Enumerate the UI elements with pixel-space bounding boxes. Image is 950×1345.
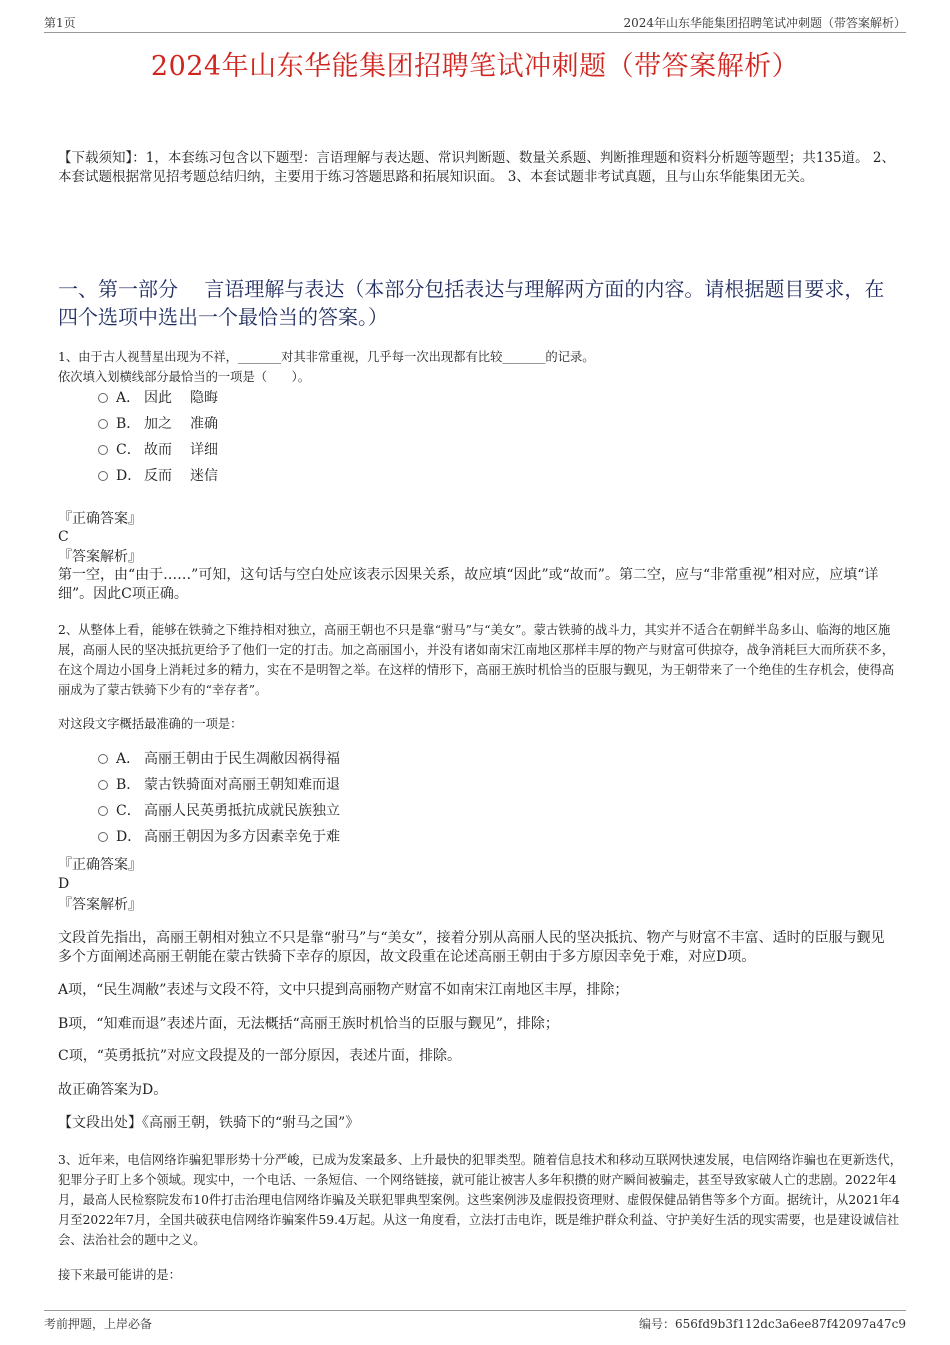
q2-answer: D (58, 876, 70, 892)
radio-icon[interactable] (98, 471, 108, 481)
q1-option-a[interactable]: A． 因此 隐晦 (98, 385, 218, 411)
q1-explanation: 第一空，由“由于……”可知，这句话与空白处应该表示因果关系，故应填“因此”或“故而”。第二空，应与“非常重视”相对应，应填“详细”。因此C项正确。 (58, 567, 879, 602)
page-header (44, 14, 906, 33)
q2-option-b[interactable]: B． 蒙古铁骑面对高丽王朝知难而退 (98, 772, 340, 798)
q3-stem: 3、近年来，电信网络诈骗犯罪形势十分严峻，已成为发案最多、上升最快的犯罪类型。随着信息技术和移动互联网快速发展，电信网络诈骗也在更新迭代，犯罪分子盯上多个领域。现实中，一个电话、一条短信、一个网络链接，就可能让被害人多年积攒的财产瞬间被骗走，甚至导致家破人亡的悲剧。2022年4月，最高人民检察院发布10件打击治理电信网络诈骗及关联犯罪典型案例。这些案例涉及虚假投资理财、虚假保健品销售等多个方面。据统计，从2021年4月至2022年7月，全国共破获电信网络诈骗案件59.4万起。从这一角度看，立法打击电诈，既是维护群众利益、守护美好生活的现实需要，也是建设诚信社会、法治社会的题中之义。 (58, 1153, 903, 1247)
q1-answer: C (58, 529, 69, 545)
q1-answer-label: 『正确答案』 (58, 511, 142, 527)
document-title: 2024年山东华能集团招聘笔试冲刺题（带答案解析） (150, 51, 800, 82)
q2-explain-main: 文段首先指出，高丽王朝相对独立不只是靠“驸马”与“美女”，接着分别从高丽人民的坚决抵抗、物产与财富不丰富、适时的臣服与觐见多个方面阐述高丽王朝能在蒙古铁骑下幸存的原因，故文段重在论述高丽王朝由于多方原因幸免于难，对应D项。 (58, 930, 885, 965)
q2-option-a[interactable]: A． 高丽王朝由于民生凋敝因祸得福 (98, 746, 340, 772)
q1-option-b[interactable]: B． 加之 准确 (98, 411, 218, 437)
q2-source: 【文段出处】《高丽王朝，铁骑下的“驸马之国”》 (58, 1115, 360, 1131)
download-notice: 【下载须知】：1，本套练习包含以下题型：言语理解与表达题、常识判断题、数量关系题、判断推理题和资料分析题等题型；共135道。 2、本套试题根据常见招考题总结归纳，主要用于练习答题思路和拓展知识面。 3、本套试题非考试真题，且与山东华能集团无关。 (58, 150, 895, 185)
q2-explain-label: 『答案解析』 (58, 897, 142, 913)
radio-icon[interactable] (98, 780, 108, 790)
q2-stem: 2、从整体上看，能够在铁骑之下维持相对独立，高丽王朝也不只是靠“驸马”与“美女”。蒙古铁骑的战斗力，其实并不适合在朝鲜半岛多山、临海的地区施展，高丽人民的坚决抵抗更给予了他们一定的打击。加之高丽国小，并没有诸如南宋江南地区那样丰厚的物产与财富可供掠夺，战争消耗巨大而所获不多，在这个周边小国身上消耗过多的精力，实在不是明智之举。在这样的情形下，高丽王族时机恰当的臣服与觐见，为王朝带来了一个绝佳的生存机会，使得高丽成为了蒙古铁骑下少有的“幸存者”。 (58, 623, 895, 697)
q1-option-c[interactable]: C． 故而 详细 (98, 437, 218, 463)
q1-stem: 1、由于古人视彗星出现为不祥，_______对其非常重视，几乎每一次出现都有比较_______的记录。 (58, 350, 595, 364)
radio-icon[interactable] (98, 393, 108, 403)
q2-option-c[interactable]: C． 高丽人民英勇抵抗成就民族独立 (98, 798, 340, 824)
radio-icon[interactable] (98, 832, 108, 842)
q3-instruction: 接下来最可能讲的是： (58, 1268, 181, 1282)
footer-code: 编号：656fd9b3f112dc3a6ee87f42097a47c9 (638, 1317, 906, 1331)
q2-option-d[interactable]: D． 高丽王朝因为多方因素幸免于难 (98, 824, 340, 850)
radio-icon[interactable] (98, 806, 108, 816)
q2-explain-a: A项，“民生凋敝”表述与文段不符，文中只提到高丽物产财富不如南宋江南地区丰厚，排除； (58, 982, 629, 998)
section-title: 一、第一部分 言语理解与表达（本部分包括表达与理解两方面的内容。请根据题目要求，在四个选项中选出一个最恰当的答案。） (58, 277, 885, 329)
q2-explain-conclusion: 故正确答案为D。 (58, 1082, 168, 1098)
page-footer (44, 1310, 906, 1331)
page-number: 第1页 (44, 16, 76, 30)
header-doc-title: 2024年山东华能集团招聘笔试冲刺题（带答案解析） (623, 16, 906, 30)
q2-explain-b: B项，“知难而退”表述片面，无法概括“高丽王族时机恰当的臣服与觐见”，排除； (58, 1016, 559, 1032)
radio-icon[interactable] (98, 445, 108, 455)
q1-instruction: 依次填入划横线部分最恰当的一项是（ ）。 (58, 370, 311, 384)
q2-explain-c: C项，“英勇抵抗”对应文段提及的一部分原因，表述片面，排除。 (58, 1048, 462, 1064)
footer-slogan: 考前押题，上岸必备 (44, 1317, 153, 1331)
q2-answer-label: 『正确答案』 (58, 857, 142, 873)
radio-icon[interactable] (98, 754, 108, 764)
q1-options (98, 385, 218, 489)
radio-icon[interactable] (98, 419, 108, 429)
q1-option-d[interactable]: D． 反而 迷信 (98, 463, 218, 489)
q2-options (98, 746, 340, 850)
q2-instruction: 对这段文字概括最准确的一项是： (58, 717, 243, 731)
q1-explain-label: 『答案解析』 (58, 549, 142, 565)
